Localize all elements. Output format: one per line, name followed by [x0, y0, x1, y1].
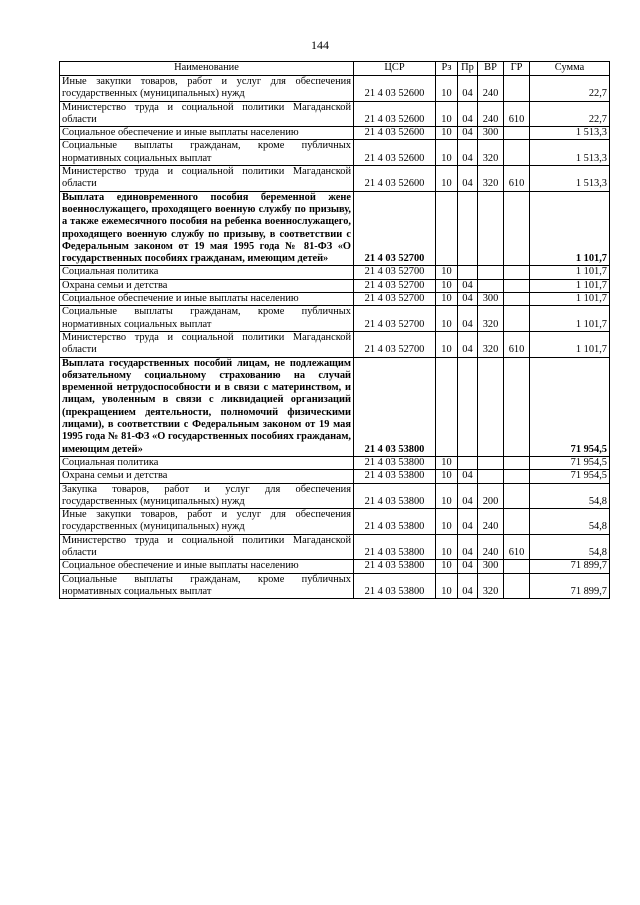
cell-pr: 04	[458, 76, 478, 102]
cell-name: Социальное обеспечение и иные выплаты населению	[60, 127, 354, 140]
cell-gr	[504, 76, 530, 102]
cell-name: Социальные выплаты гражданам, кроме публичных нормативных социальных выплат	[60, 140, 354, 166]
cell-name: Выплата единовременного пособия беременной жене военнослужащего, проходящего военную службу по призыву, а также ежемесячного пособия на ребенка военнослужащего, проходящего военную службу по призыву, в соответствии с Федеральным законом от 19 мая 1995 года № 81-ФЗ «О государственных пособиях гражданам, имеющим детей»	[60, 191, 354, 266]
cell-gr	[504, 279, 530, 292]
cell-gr: 610	[504, 166, 530, 192]
cell-pr: 04	[458, 470, 478, 483]
cell-gr	[504, 470, 530, 483]
cell-gr	[504, 191, 530, 266]
cell-rz: 10	[436, 76, 458, 102]
table-header-row	[60, 62, 610, 76]
cell-sum: 1 513,3	[530, 166, 610, 192]
header-sum: Сумма	[530, 62, 610, 76]
cell-rz: 10	[436, 456, 458, 469]
cell-vr: 240	[478, 534, 504, 560]
cell-pr: 04	[458, 101, 478, 127]
cell-code: 21 4 03 52600	[354, 101, 436, 127]
cell-rz: 10	[436, 509, 458, 535]
header-code: ЦСР	[354, 62, 436, 76]
cell-vr: 320	[478, 166, 504, 192]
cell-pr: 04	[458, 534, 478, 560]
cell-sum: 1 101,7	[530, 306, 610, 332]
cell-sum: 1 101,7	[530, 331, 610, 357]
cell-vr: 300	[478, 560, 504, 573]
cell-rz: 10	[436, 534, 458, 560]
table-row	[60, 293, 610, 306]
cell-code: 21 4 03 53800	[354, 357, 436, 456]
cell-vr	[478, 191, 504, 266]
table-row	[60, 357, 610, 456]
cell-code: 21 4 03 52700	[354, 306, 436, 332]
cell-vr: 320	[478, 573, 504, 599]
cell-gr: 610	[504, 101, 530, 127]
cell-pr: 04	[458, 127, 478, 140]
cell-pr	[458, 266, 478, 279]
cell-code: 21 4 03 53800	[354, 560, 436, 573]
cell-name: Охрана семьи и детства	[60, 470, 354, 483]
cell-gr	[504, 266, 530, 279]
cell-name: Социальное обеспечение и иные выплаты населению	[60, 293, 354, 306]
table-row	[60, 306, 610, 332]
cell-code: 21 4 03 52600	[354, 76, 436, 102]
cell-name: Министерство труда и социальной политики Магаданской области	[60, 166, 354, 192]
cell-vr: 320	[478, 306, 504, 332]
cell-pr: 04	[458, 331, 478, 357]
cell-code: 21 4 03 52700	[354, 279, 436, 292]
table-row	[60, 470, 610, 483]
cell-name: Социальная политика	[60, 266, 354, 279]
cell-vr: 300	[478, 293, 504, 306]
cell-pr	[458, 357, 478, 456]
cell-name: Социальное обеспечение и иные выплаты населению	[60, 560, 354, 573]
table-row	[60, 191, 610, 266]
cell-code: 21 4 03 52700	[354, 293, 436, 306]
table-row	[60, 266, 610, 279]
cell-rz: 10	[436, 266, 458, 279]
cell-rz: 10	[436, 279, 458, 292]
cell-rz: 10	[436, 166, 458, 192]
cell-vr: 300	[478, 127, 504, 140]
cell-code: 21 4 03 52700	[354, 266, 436, 279]
cell-code: 21 4 03 53800	[354, 509, 436, 535]
cell-pr: 04	[458, 509, 478, 535]
cell-code: 21 4 03 53800	[354, 470, 436, 483]
cell-name: Министерство труда и социальной политики Магаданской области	[60, 101, 354, 127]
cell-gr	[504, 127, 530, 140]
cell-rz: 10	[436, 306, 458, 332]
table-row	[60, 140, 610, 166]
cell-code: 21 4 03 52600	[354, 166, 436, 192]
cell-pr: 04	[458, 293, 478, 306]
cell-rz: 10	[436, 293, 458, 306]
table-row	[60, 331, 610, 357]
cell-sum: 71 954,5	[530, 470, 610, 483]
cell-code: 21 4 03 53800	[354, 483, 436, 509]
page-number: 144	[311, 38, 329, 52]
cell-sum: 54,8	[530, 483, 610, 509]
table-row	[60, 101, 610, 127]
table-row	[60, 76, 610, 102]
cell-gr	[504, 456, 530, 469]
cell-code: 21 4 03 52700	[354, 191, 436, 266]
cell-name: Выплата государственных пособий лицам, не подлежащим обязательному социальному страхованию на случай временной нетрудоспособности и в связи с материнством, и лицам, уволенным в связи с ликвидацией организаций (прекращением деятельности, полномочий физическими лицами), в соответствии с Федеральным законом от 19 мая 1995 года № 81-ФЗ «О государственных пособиях гражданам, имеющим детей»	[60, 357, 354, 456]
cell-rz: 10	[436, 573, 458, 599]
cell-code: 21 4 03 53800	[354, 573, 436, 599]
cell-vr: 240	[478, 101, 504, 127]
cell-vr	[478, 456, 504, 469]
cell-sum: 1 101,7	[530, 293, 610, 306]
cell-vr	[478, 357, 504, 456]
cell-sum: 1 513,3	[530, 140, 610, 166]
cell-pr: 04	[458, 306, 478, 332]
header-pr: Пр	[458, 62, 478, 76]
cell-rz: 10	[436, 331, 458, 357]
table-row	[60, 560, 610, 573]
cell-rz: 10	[436, 560, 458, 573]
cell-pr: 04	[458, 483, 478, 509]
cell-vr	[478, 470, 504, 483]
table-row	[60, 456, 610, 469]
cell-gr: 610	[504, 534, 530, 560]
cell-pr: 04	[458, 573, 478, 599]
cell-name: Министерство труда и социальной политики Магаданской области	[60, 331, 354, 357]
cell-rz	[436, 357, 458, 456]
cell-name: Иные закупки товаров, работ и услуг для обеспечения государственных (муниципальных) нужд	[60, 509, 354, 535]
cell-rz: 10	[436, 127, 458, 140]
cell-sum: 71 954,5	[530, 456, 610, 469]
cell-name: Социальная политика	[60, 456, 354, 469]
cell-gr	[504, 357, 530, 456]
cell-code: 21 4 03 52600	[354, 140, 436, 166]
cell-vr: 240	[478, 509, 504, 535]
cell-pr: 04	[458, 560, 478, 573]
cell-name: Закупка товаров, работ и услуг для обеспечения государственных (муниципальных) нужд	[60, 483, 354, 509]
cell-sum: 22,7	[530, 101, 610, 127]
cell-gr	[504, 140, 530, 166]
cell-sum: 54,8	[530, 509, 610, 535]
table-row	[60, 483, 610, 509]
cell-vr	[478, 279, 504, 292]
cell-rz: 10	[436, 483, 458, 509]
cell-sum: 22,7	[530, 76, 610, 102]
cell-pr: 04	[458, 166, 478, 192]
cell-rz	[436, 191, 458, 266]
cell-vr: 240	[478, 76, 504, 102]
cell-sum: 71 954,5	[530, 357, 610, 456]
cell-pr	[458, 191, 478, 266]
header-gr: ГР	[504, 62, 530, 76]
cell-name: Социальные выплаты гражданам, кроме публичных нормативных социальных выплат	[60, 573, 354, 599]
cell-gr	[504, 483, 530, 509]
cell-vr	[478, 266, 504, 279]
cell-sum: 1 101,7	[530, 279, 610, 292]
table-row	[60, 573, 610, 599]
cell-gr	[504, 293, 530, 306]
cell-gr	[504, 509, 530, 535]
cell-rz: 10	[436, 140, 458, 166]
cell-rz: 10	[436, 470, 458, 483]
cell-name: Иные закупки товаров, работ и услуг для обеспечения государственных (муниципальных) нужд	[60, 76, 354, 102]
cell-gr	[504, 560, 530, 573]
cell-pr: 04	[458, 140, 478, 166]
cell-code: 21 4 03 53800	[354, 534, 436, 560]
cell-gr: 610	[504, 331, 530, 357]
table-row	[60, 279, 610, 292]
header-name: Наименование	[60, 62, 354, 76]
cell-vr: 320	[478, 140, 504, 166]
cell-sum: 71 899,7	[530, 573, 610, 599]
cell-sum: 54,8	[530, 534, 610, 560]
cell-sum: 71 899,7	[530, 560, 610, 573]
cell-vr: 320	[478, 331, 504, 357]
cell-gr	[504, 573, 530, 599]
cell-name: Министерство труда и социальной политики Магаданской области	[60, 534, 354, 560]
cell-pr	[458, 456, 478, 469]
header-vr: ВР	[478, 62, 504, 76]
cell-gr	[504, 306, 530, 332]
cell-rz: 10	[436, 101, 458, 127]
cell-code: 21 4 03 52700	[354, 331, 436, 357]
header-rz: Рз	[436, 62, 458, 76]
cell-code: 21 4 03 53800	[354, 456, 436, 469]
cell-sum: 1 101,7	[530, 266, 610, 279]
cell-name: Социальные выплаты гражданам, кроме публичных нормативных социальных выплат	[60, 306, 354, 332]
cell-name: Охрана семьи и детства	[60, 279, 354, 292]
table-row	[60, 534, 610, 560]
cell-sum: 1 101,7	[530, 191, 610, 266]
cell-sum: 1 513,3	[530, 127, 610, 140]
table-row	[60, 127, 610, 140]
cell-code: 21 4 03 52600	[354, 127, 436, 140]
cell-vr: 200	[478, 483, 504, 509]
table-row	[60, 509, 610, 535]
budget-table	[59, 61, 610, 599]
cell-pr: 04	[458, 279, 478, 292]
table-row	[60, 166, 610, 192]
